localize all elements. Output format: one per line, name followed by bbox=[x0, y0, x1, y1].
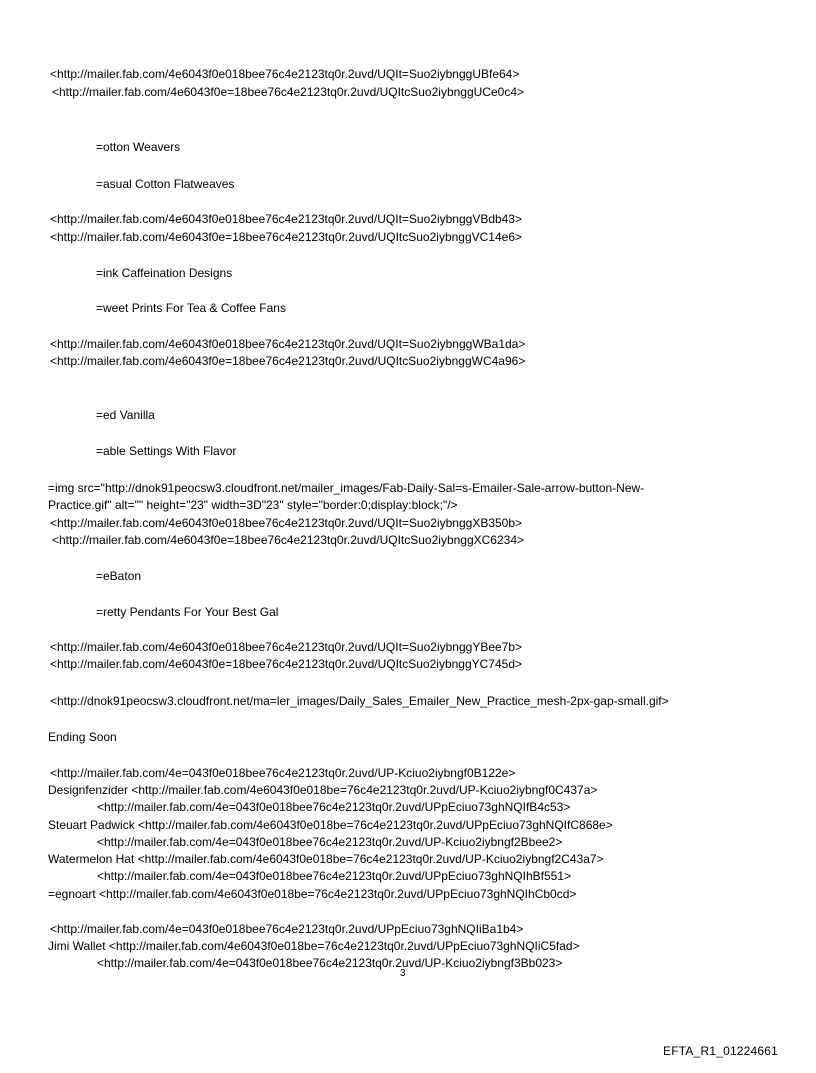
url-line: <http://mailer.fab.com/4e=043f0e018bee76c4e2123tq0r.2uvd/UPpEciuo73ghNQIhBf551> bbox=[97, 869, 572, 883]
url-line: <http://mailer.fab.com/4e6043f0e018bee76c4e2123tq0r.2uvd/UQIt=Suo2iybnggWBa1da> bbox=[50, 337, 526, 351]
url-line: <http://mailer.fab.com/4e=043f0e018bee76c4e2123tq0r.2uvd/UPpEciuo73ghNQIiBa1b4> bbox=[50, 922, 524, 936]
url-line: =egnoart <http://mailer.fab.com/4e6043f0e018be=76c4e2123tq0r.2uvd/UPpEciuo73ghNQIhCb0cd> bbox=[48, 887, 577, 901]
document-id-footer: EFTA_R1_01224661 bbox=[663, 1044, 779, 1058]
product-subtitle: =asual Cotton Flatweaves bbox=[96, 177, 235, 191]
url-line: <http://mailer.fab.com/4e6043f0e=18bee76c4e2123tq0r.2uvd/UQItcSuo2iybnggYC745d> bbox=[50, 657, 523, 671]
section-heading: Ending Soon bbox=[48, 730, 117, 744]
url-line: Designfenzider <http://mailer.fab.com/4e6043f0e018be=76c4e2123tq0r.2uvd/UP-Kciuo2iybngf0C437a> bbox=[48, 783, 598, 797]
product-subtitle: =weet Prints For Tea & Coffee Fans bbox=[96, 301, 286, 315]
product-title: =eBaton bbox=[96, 569, 142, 583]
url-line: <http://mailer.fab.com/4e6043f0e018bee76c4e2123tq0r.2uvd/UQIt=Suo2iybnggXB350b> bbox=[50, 516, 523, 530]
img-tag-line: Practice.gif" alt="" height="23" width=3D"23" style="border:0;display:block;"/> bbox=[48, 498, 458, 512]
url-line: <http://mailer.fab.com/4e=043f0e018bee76c4e2123tq0r.2uvd/UPpEciuo73ghNQIfB4c53> bbox=[97, 800, 571, 814]
product-title: =otton Weavers bbox=[96, 140, 181, 154]
url-line: <http://mailer.fab.com/4e=043f0e018bee76c4e2123tq0r.2uvd/UP-Kciuo2iybngf0B122e> bbox=[50, 766, 516, 780]
url-line: <http://mailer.fab.com/4e6043f0e=18bee76c4e2123tq0r.2uvd/UQItcSuo2iybnggWC4a96> bbox=[50, 354, 526, 368]
url-line: Steuart Padwick <http://mailer.fab.com/4e6043f0e018be=76c4e2123tq0r.2uvd/UPpEciuo73ghNQIfC868e> bbox=[48, 818, 613, 832]
product-title: =ink Caffeination Designs bbox=[96, 266, 233, 280]
url-line: <http://mailer.fab.com/4e6043f0e=18bee76c4e2123tq0r.2uvd/UQItcSuo2iybnggXC6234> bbox=[52, 533, 525, 547]
url-line: <http://mailer.fab.com/4e6043f0e018bee76c4e2123tq0r.2uvd/UQIt=Suo2iybnggYBee7b> bbox=[50, 640, 523, 654]
product-title: =ed Vanilla bbox=[96, 408, 155, 422]
url-line: <http://dnok91peocsw3.cloudfront.net/ma=ler_images/Daily_Sales_Emailer_New_Practice_mesh-2px-gap-small.gif> bbox=[50, 694, 669, 708]
url-line: <http://mailer.fab.com/4e6043f0e018bee76c4e2123tq0r.2uvd/UQIt=Suo2iybnggVBdb43> bbox=[50, 212, 523, 226]
page-number: 3 bbox=[400, 968, 406, 979]
url-line: <http://mailer.fab.com/4e6043f0e=18bee76c4e2123tq0r.2uvd/UQItcSuo2iybnggUCe0c4> bbox=[52, 85, 525, 99]
url-line: Jimi Wallet <http://mailer.fab.com/4e6043f0e018be=76c4e2123tq0r.2uvd/UPpEciuo73ghNQIiC5fad> bbox=[48, 939, 580, 953]
url-line: <http://mailer.fab.com/4e=043f0e018bee76c4e2123tq0r.2uvd/UP-Kciuo2iybngf3Bb023> bbox=[97, 956, 563, 970]
url-line: <http://mailer.fab.com/4e6043f0e018bee76c4e2123tq0r.2uvd/UQIt=Suo2iybnggUBfe64> bbox=[50, 67, 520, 81]
url-line: <http://mailer.fab.com/4e=043f0e018bee76c4e2123tq0r.2uvd/UP-Kciuo2iybngf2Bbee2> bbox=[97, 835, 563, 849]
product-subtitle: =retty Pendants For Your Best Gal bbox=[96, 605, 279, 619]
url-line: Watermelon Hat <http://mailer.fab.com/4e6043f0e018be=76c4e2123tq0r.2uvd/UP-Kciuo2iybngf2C43a7> bbox=[48, 852, 604, 866]
url-line: <http://mailer.fab.com/4e6043f0e=18bee76c4e2123tq0r.2uvd/UQItcSuo2iybnggVC14e6> bbox=[50, 230, 523, 244]
product-subtitle: =able Settings With Flavor bbox=[96, 444, 237, 458]
img-tag-line: =img src="http://dnok91peocsw3.cloudfront.net/mailer_images/Fab-Daily-Sal=s-Emailer-Sale-arrow-button-New- bbox=[48, 481, 645, 495]
